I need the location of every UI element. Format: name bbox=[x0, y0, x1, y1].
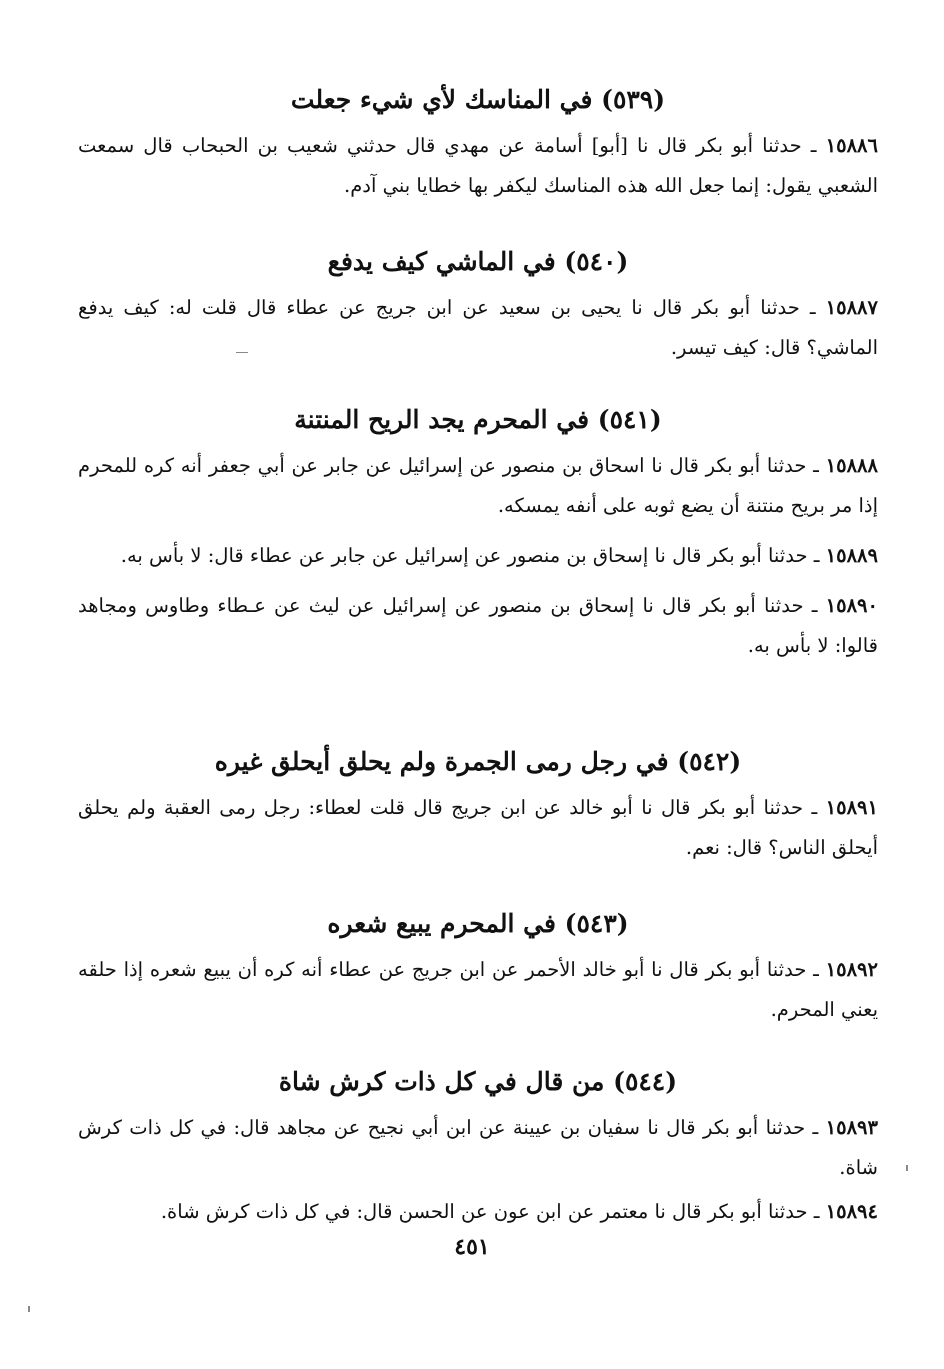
section-541 bbox=[78, 402, 878, 666]
hadith-text: ـ حدثنا أبو بكر قال نا يحيى بن سعيد عن ابن جريج عن عطاء قال قلت له: كيف يدفع الماشي؟ قال: كيف تيسر. bbox=[78, 296, 878, 359]
hadith-entry bbox=[78, 950, 878, 1030]
hadith-entry bbox=[78, 126, 878, 206]
section-heading: (٥٤١) في المحرم يجد الريح المنتنة bbox=[294, 405, 662, 434]
hadith-entry bbox=[78, 1192, 878, 1232]
hadith-text: ـ حدثنا أبو بكر قال نا أبو خالد الأحمر عن ابن جريج عن عطاء أنه كره أن يبيع شعره إذا حلقه يعني المحرم. bbox=[78, 958, 878, 1021]
section-heading: (٥٤٣) في المحرم يبيع شعره bbox=[327, 909, 629, 938]
scan-speck bbox=[236, 352, 248, 353]
page-number: ٤٥١ bbox=[454, 1234, 490, 1260]
scan-speck bbox=[906, 1165, 908, 1171]
hadith-entry bbox=[78, 788, 878, 868]
section-heading: (٥٤٠) في الماشي كيف يدفع bbox=[327, 247, 629, 276]
hadith-number: ١٥٨٩٠ bbox=[825, 594, 878, 617]
hadith-text: ـ حدثنا أبو بكر قال نا معتمر عن ابن عون عن الحسن قال: في كل ذات كرش شاة. bbox=[160, 1200, 820, 1223]
hadith-text: ـ حدثنا أبو بكر قال نا إسحاق بن منصور عن إسرائيل عن جابر عن عطاء قال: لا بأس به. bbox=[120, 544, 820, 567]
hadith-entry bbox=[78, 446, 878, 526]
hadith-number: ١٥٨٩٣ bbox=[825, 1116, 878, 1139]
hadith-number: ١٥٨٨٦ bbox=[825, 134, 879, 157]
hadith-text: ـ حدثنا أبو بكر قال نا أبو خالد عن ابن جريج قال قلت لعطاء: رجل رمى العقبة ولم يحلق أيحلق الناس؟ قال: نعم. bbox=[78, 796, 878, 859]
hadith-entry bbox=[78, 536, 878, 576]
section-539 bbox=[78, 82, 878, 206]
hadith-number: ١٥٨٨٨ bbox=[825, 454, 878, 477]
section-543 bbox=[78, 906, 878, 1030]
hadith-entry bbox=[78, 288, 878, 368]
section-heading: (٥٤٤) من قال في كل ذات كرش شاة bbox=[278, 1067, 678, 1096]
scan-speck bbox=[28, 1306, 30, 1312]
section-heading: (٥٤٢) في رجل رمى الجمرة ولم يحلق أيحلق غيره bbox=[214, 747, 742, 776]
section-544 bbox=[78, 1064, 878, 1232]
section-540 bbox=[78, 244, 878, 368]
section-heading: (٥٣٩) في المناسك لأي شيء جعلت bbox=[290, 85, 666, 114]
hadith-number: ١٥٨٨٧ bbox=[825, 296, 878, 319]
hadith-entry bbox=[78, 586, 878, 666]
section-542 bbox=[78, 744, 878, 868]
hadith-number: ١٥٨٩٢ bbox=[825, 958, 879, 981]
hadith-text: ـ حدثنا أبو بكر قال نا [أبو] أسامة عن مهدي قال حدثني شعيب بن الحبحاب قال سمعت الشعبي يقول: إنما جعل الله هذه المناسك ليكفر بها خطايا بني آدم. bbox=[78, 134, 878, 197]
hadith-number: ١٥٨٨٩ bbox=[825, 544, 878, 567]
hadith-number: ١٥٨٩٤ bbox=[825, 1200, 878, 1223]
hadith-text: ـ حدثنا أبو بكر قال نا اسحاق بن منصور عن إسرائيل عن جابر عن أبي جعفر أنه كره للمحرم إذا مر بريح منتنة أن يضع ثوبه على أنفه يمسكه. bbox=[78, 454, 878, 517]
hadith-text: ـ حدثنا أبو بكر قال نا إسحاق بن منصور عن إسرائيل عن ليث عن عـطاء وطاوس ومجاهد قالوا: لا بأس به. bbox=[78, 594, 878, 657]
hadith-text: ـ حدثنا أبو بكر قال نا سفيان بن عيينة عن ابن أبي نجيح عن مجاهد قال: في كل ذات كرش شاة. bbox=[78, 1116, 878, 1179]
hadith-entry bbox=[78, 1108, 878, 1188]
hadith-number: ١٥٨٩١ bbox=[825, 796, 878, 819]
